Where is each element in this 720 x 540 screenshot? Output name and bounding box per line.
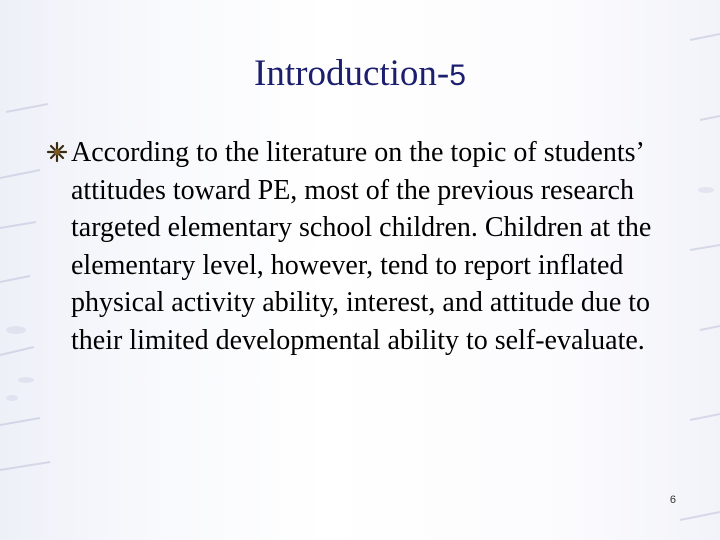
- slide-title-main: Introduction-: [254, 53, 450, 94]
- slide-title: [0, 52, 720, 98]
- slide-title-number: 5: [449, 59, 466, 92]
- star-bullet-icon: [46, 141, 68, 163]
- page-number: 6: [669, 494, 676, 506]
- bullet-paragraph: According to the literature on the topic of students’ attitudes toward PE, most of the previous research targeted elementary school children. Children at the elementary level, however, tend to report inflated physical activity ability, interest, and attitude due to their limited developmental ability to self-evaluate.: [71, 137, 652, 356]
